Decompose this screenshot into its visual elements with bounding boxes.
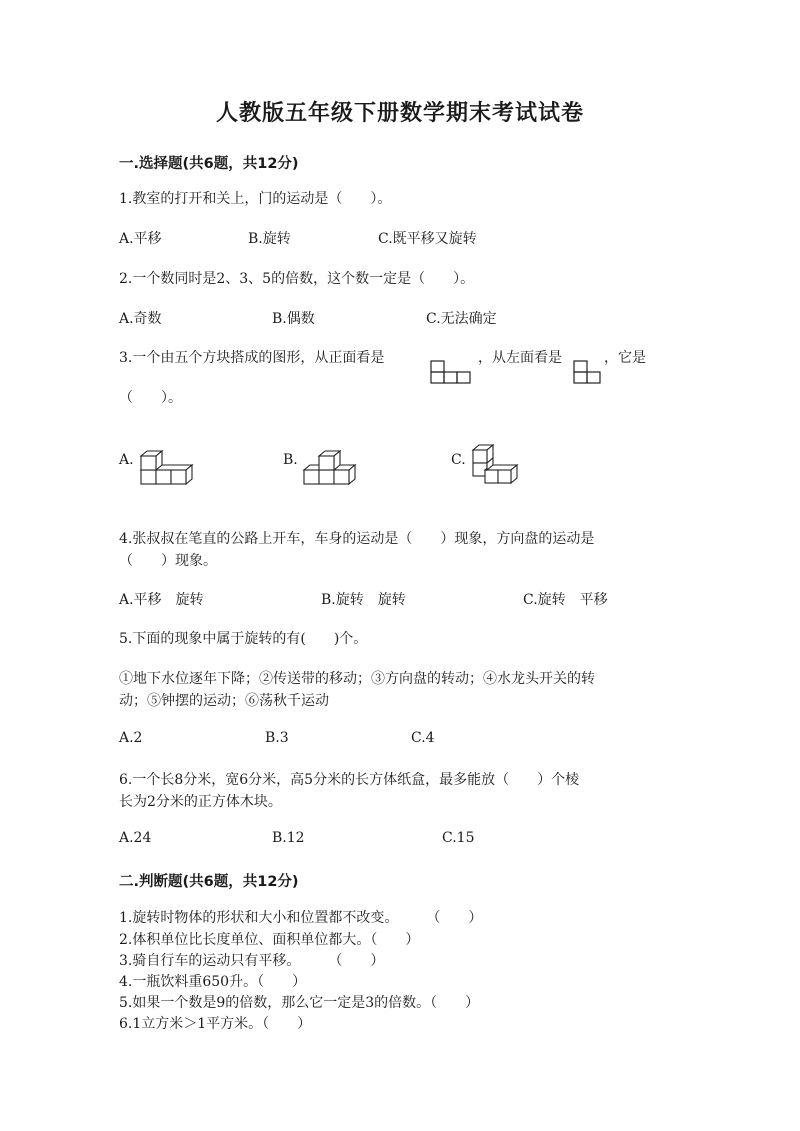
q5-option-a: A.2 [119,730,143,746]
q3-option-a-figure [137,444,195,488]
question-5: 5.下面的现象中属于旋转的有( )个。 [119,631,368,647]
q1-option-b: B.旋转 [248,231,291,247]
question-5-items-line1: ①地下水位逐年下降；②传送带的移动；③方向盘的转动；④水龙头开关的转 [119,671,595,687]
front-view-figure [430,360,472,384]
q6-option-b: B.12 [272,830,305,846]
judgment-item-3: 3.骑自行车的运动只有平移。 （ ） [119,953,385,969]
question-6-line2: 长为2分米的正方体木块。 [119,794,282,810]
q1-option-a: A.平移 [119,231,162,247]
section-heading-judgment: 二.判断题(共6题，共12分) [119,874,299,890]
question-3-part2: ，从左面看是 [478,350,562,366]
judgment-item-4: 4.一瓶饮料重650升。（ ） [119,974,307,990]
q3-option-b-figure [300,444,360,488]
q2-option-b: B.偶数 [272,311,315,327]
q6-option-a: A.24 [119,830,152,846]
q3-option-c-figure [467,440,519,488]
question-3-part1: 3.一个由五个方块搭成的图形，从正面看是 [119,350,385,366]
q4-option-c: C.旋转 平移 [523,592,608,608]
question-1: 1.教室的打开和关上，门的运动是（ ）。 [119,191,392,207]
q5-option-b: B.3 [265,730,289,746]
left-view-figure [573,360,602,384]
q3-option-a: A. [119,452,134,468]
judgment-item-1: 1.旋转时物体的形状和大小和位置都不改变。 （ ） [119,910,483,926]
q5-option-c: C.4 [411,730,435,746]
q2-option-a: A.奇数 [119,311,162,327]
q2-option-c: C.无法确定 [426,311,497,327]
question-4-line1: 4.张叔叔在笔直的公路上开车，车身的运动是（ ）现象，方向盘的运动是 [119,531,595,547]
section-heading-choice: 一.选择题(共6题，共12分) [119,156,299,172]
judgment-item-6: 6.1立方米＞1平方米。（ ） [119,1016,312,1032]
q4-option-b: B.旋转 旋转 [321,592,406,608]
q1-option-c: C.既平移又旋转 [378,231,477,247]
page-title: 人教版五年级下册数学期末考试试卷 [215,101,584,126]
q3-option-b: B. [283,452,298,468]
q3-option-c: C. [451,452,466,468]
question-3-line2: （ ）。 [119,390,182,406]
question-5-items-line2: 动；⑤钟摆的运动；⑥荡秋千运动 [119,693,329,709]
judgment-item-5: 5.如果一个数是9的倍数，那么它一定是3的倍数。（ ） [119,995,480,1011]
judgment-item-2: 2.体积单位比长度单位、面积单位都大。（ ） [119,932,420,948]
question-2: 2.一个数同时是2、3、5的倍数，这个数一定是（ ）。 [119,271,475,287]
question-4-line2: （ ）现象。 [119,553,217,569]
q4-option-a: A.平移 旋转 [119,592,204,608]
question-6-line1: 6.一个长8分米，宽6分米，高5分米的长方体纸盒，最多能放（ ）个棱 [119,772,580,788]
q6-option-c: C.15 [442,830,475,846]
question-3-part3: ，它是 [604,350,646,366]
